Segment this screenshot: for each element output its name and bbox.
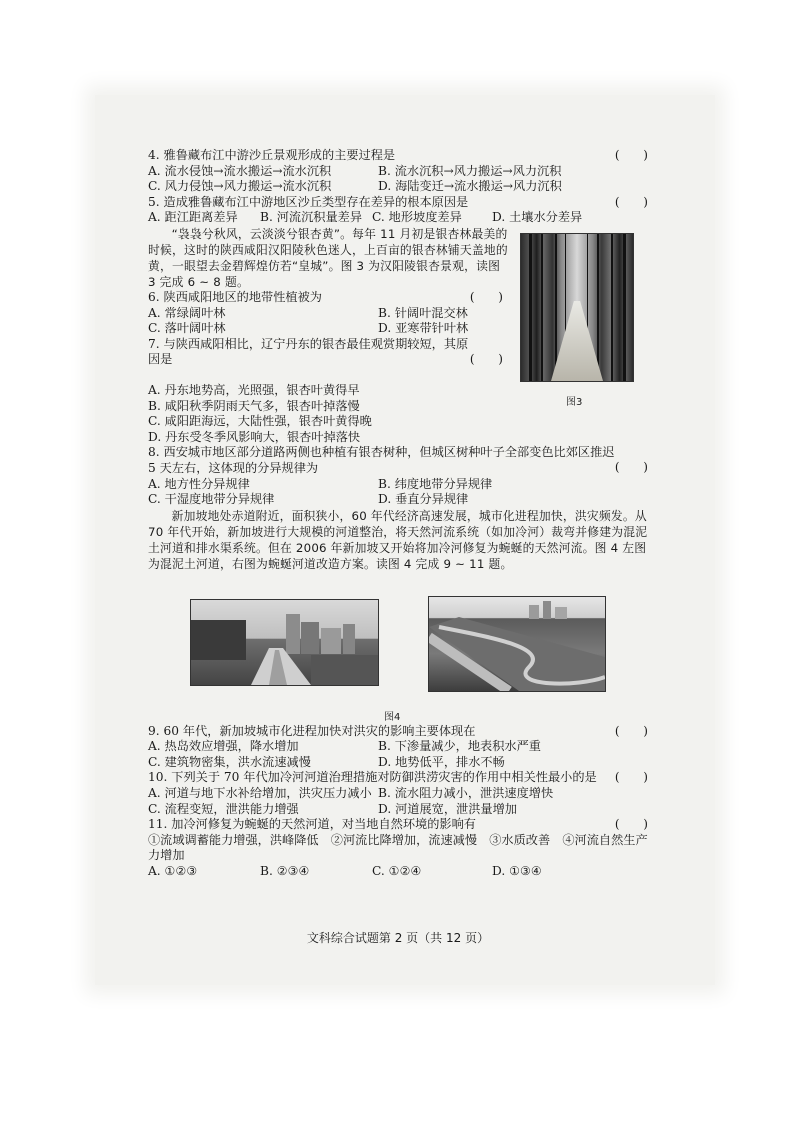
option-d: D. 河道展宽，泄洪量增加	[378, 801, 517, 816]
option-d: D. 亚寒带针叶林	[378, 321, 469, 336]
question-10	[148, 770, 658, 817]
question-stem: 6. 陕西咸阳地区的地带性植被为	[148, 289, 322, 304]
option-c: C. 咸阳距海远，大陆性强，银杏叶黄得晚	[148, 414, 372, 429]
option-b: B. 河流沉积量差异	[260, 210, 363, 225]
question-4	[148, 148, 658, 195]
option-b: B. 纬度地带分异规律	[378, 476, 493, 491]
option-d: D. 海陆变迁→流水搬运→风力沉积	[378, 179, 562, 194]
option-c: C. ①②④	[372, 864, 422, 879]
option-c: C. 风力侵蚀→风力搬运→流水沉积	[148, 179, 332, 194]
option-a: A. ①②③	[148, 864, 198, 879]
figure-3-photo	[520, 233, 634, 382]
question-11	[148, 817, 658, 879]
question-stem: 4. 雅鲁藏布江中游沙丘景观形成的主要过程是	[148, 148, 396, 162]
question-stem: 9. 60 年代，新加坡城市化进程加快对洪灾的影响主要体现在	[148, 723, 476, 738]
option-c: C. 落叶阔叶林	[148, 321, 226, 336]
option-d: D. 垂直分异规律	[378, 492, 469, 507]
answer-blank: ( )	[469, 351, 513, 366]
passage-singapore: 新加坡地处赤道附近，面积狭小，60 年代经济高速发展，城市化进程加快，洪灾频发。从 70 年代开始，新加坡进行大规模的河道整治，将天然河流系统（如加冷河）裁弯并修建为混泥土河道和排水渠系统。但在 2006 年新加坡又开始将加冷河修复为蜿蜒的天然河流。图 4 左图为混泥土河道，右图为蜿蜒河道改造方案。读图 4 完成 9 ~ 11 题。	[148, 508, 648, 571]
option-d: D. 地势低平，排水不畅	[378, 754, 505, 769]
option-b: B. ②③④	[260, 864, 310, 879]
option-c: C. 地形坡度差异	[372, 210, 462, 225]
answer-blank: ( )	[614, 723, 658, 738]
figure-4-right-photo	[428, 596, 606, 692]
question-stem: 7. 与陕西咸阳相比，辽宁丹东的银杏最佳观赏期较短，其原因是	[148, 336, 469, 367]
option-a: A. 河道与地下水补给增加，洪灾压力减小	[148, 786, 372, 801]
option-a: A. 热岛效应增强，降水增加	[148, 739, 299, 754]
passage-ginkgo: “袅袅兮秋风，云淡淡兮银杏黄”。每年 11 月初是银杏林最美的时候，这时的陕西咸阳汉阳陵秋色迷人，上百亩的银杏林铺天盖地的黄，一眼望去金碧辉煌仿若“皇城”。图 3 为汉阳陵银杏景观，读图 3 完成 6 ~ 8 题。	[148, 226, 508, 289]
option-d: D. 丹东受冬季风影响大，银杏叶掉落快	[148, 429, 361, 444]
option-b: B. 流水沉积→风力搬运→风力沉积	[378, 163, 562, 178]
option-c: C. 流程变短，泄洪能力增强	[148, 801, 299, 816]
option-c: C. 干湿度地带分异规律	[148, 492, 275, 507]
exam-content	[148, 148, 658, 880]
answer-blank: ( )	[614, 817, 658, 832]
option-a: A. 地方性分异规律	[148, 476, 250, 491]
option-b: B. 流水阻力减小，泄洪速度增快	[378, 786, 554, 801]
figure-4-caption: 图4	[384, 712, 401, 723]
statements: ①流域调蓄能力增强，洪峰降低 ②河流比降增加，流速减慢 ③水质改善 ④河流自然生产力增加	[148, 832, 648, 863]
question-stem: 8. 西安城市地区部分道路两侧也种植有银杏树种，但城区树种叶子全部变色比郊区推迟 5 天左右，这体现的分异规律为	[148, 445, 615, 475]
answer-blank: ( )	[614, 148, 658, 162]
option-a: A. 常绿阔叶林	[148, 305, 226, 320]
option-b: B. 咸阳秋季阴雨天气多，银杏叶掉落慢	[148, 398, 360, 413]
question-5	[148, 194, 658, 226]
answer-blank: ( )	[614, 770, 658, 785]
question-9	[148, 723, 658, 771]
option-d: D. ①③④	[492, 864, 542, 879]
option-a: A. 距江距离差异	[148, 210, 238, 225]
question-stem: 10. 下列关于 70 年代加冷河河道治理措施对防御洪涝灾害的作用中相关性最小的是	[148, 770, 597, 785]
page-footer: 文科综合试题第 2 页（共 12 页）	[306, 931, 490, 945]
option-a: A. 丹东地势高，光照强，银杏叶黄得早	[148, 382, 360, 397]
answer-blank: ( )	[614, 194, 658, 209]
figure-3-caption: 图3	[566, 397, 583, 408]
option-a: A. 流水侵蚀→流水搬运→流水沉积	[148, 163, 332, 178]
option-d: D. 土壤水分差异	[492, 210, 583, 225]
option-c: C. 建筑物密集，洪水流速减慢	[148, 754, 311, 769]
question-stem: 5. 造成雅鲁藏布江中游地区沙丘类型存在差异的根本原因是	[148, 194, 469, 209]
answer-blank: ( )	[469, 289, 513, 304]
option-b: B. 针阔叶混交林	[378, 305, 468, 320]
question-8	[148, 445, 658, 507]
answer-blank: ( )	[614, 460, 658, 475]
figure-4-left-photo	[190, 599, 379, 686]
option-b: B. 下渗量减少，地表积水严重	[378, 739, 541, 754]
question-stem: 11. 加冷河修复为蜿蜒的天然河道，对当地自然环境的影响有	[148, 817, 476, 832]
